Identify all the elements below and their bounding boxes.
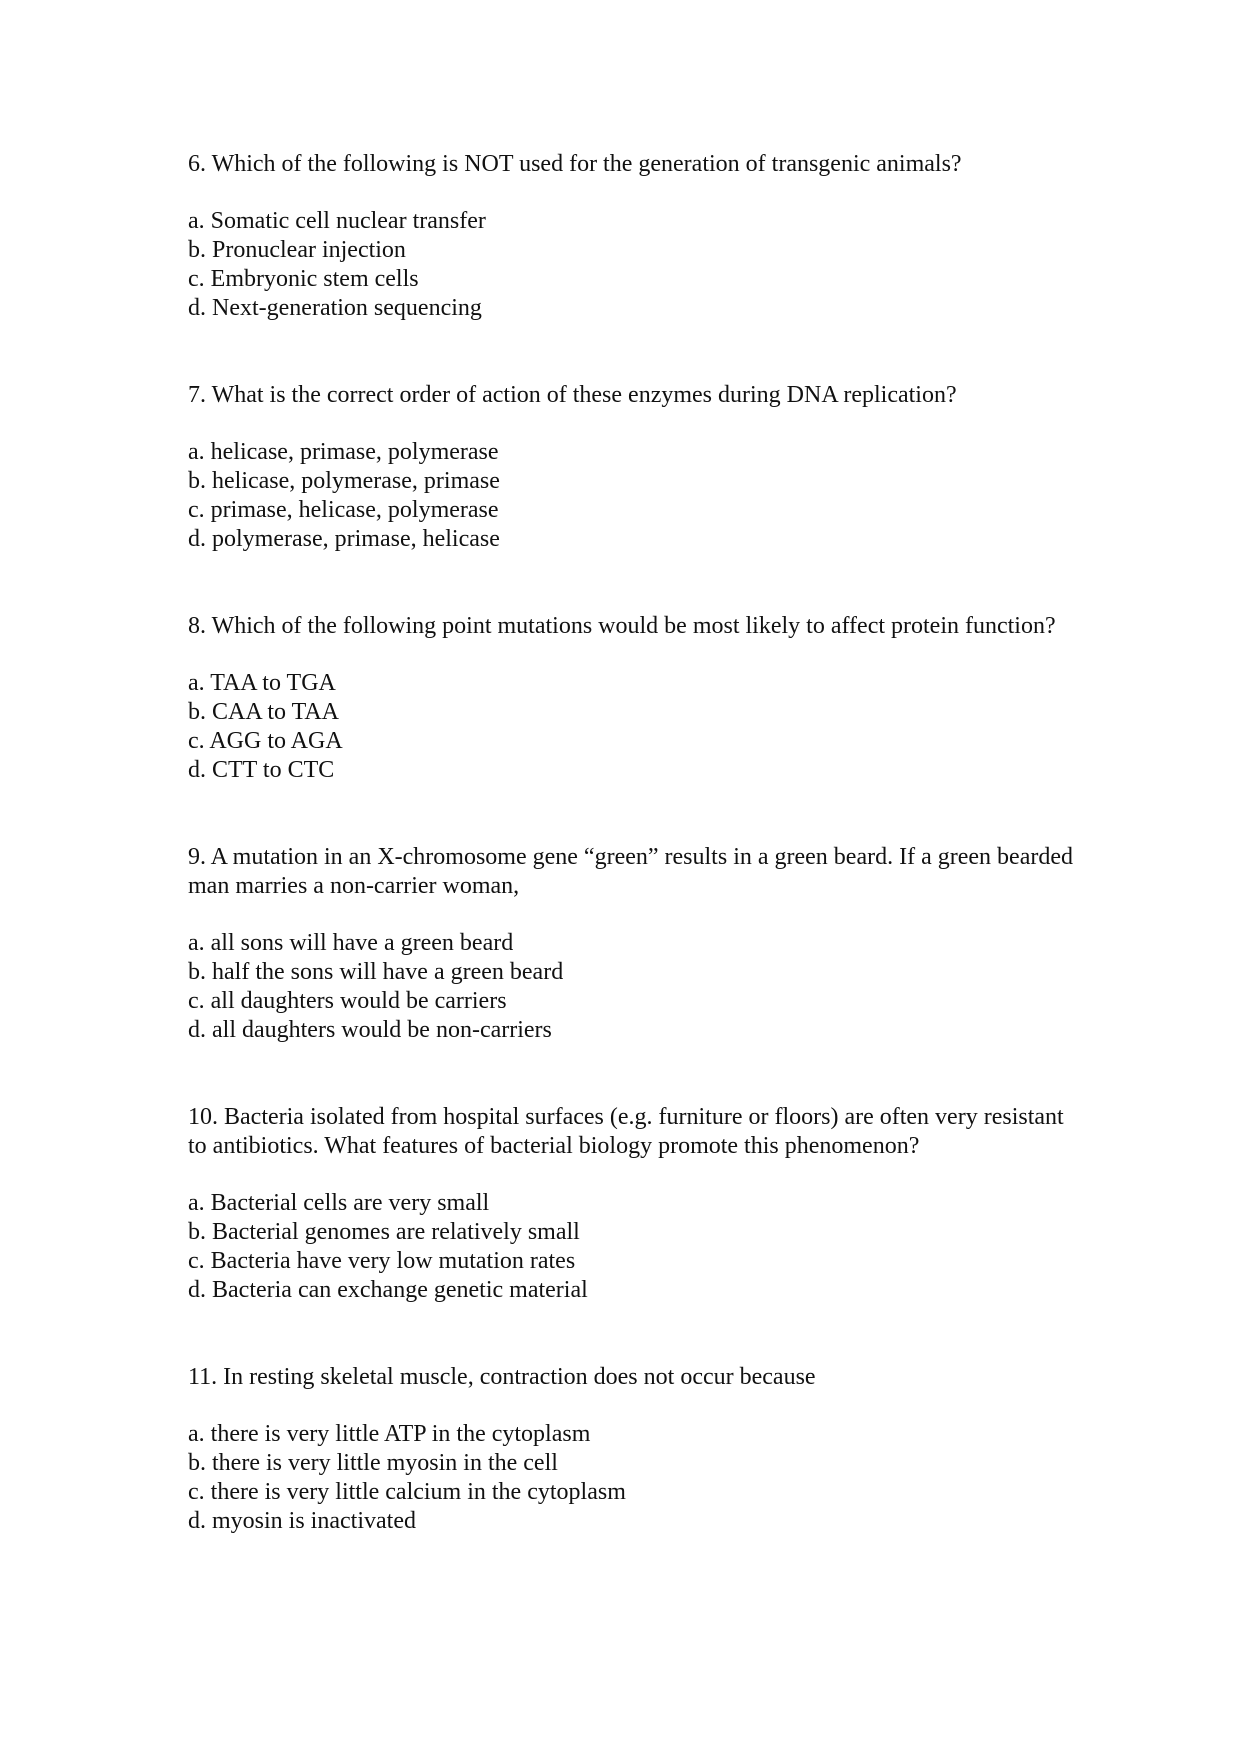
document-page (188, 150, 1088, 1594)
question-10 (188, 1103, 1088, 1305)
question-text: 10. Bacteria isolated from hospital surfaces (e.g. furniture or floors) are often very resistant to antibiotics. What features of bacterial biology promote this phenomenon? (188, 1104, 1064, 1159)
option-d: d. Next-generation sequencing (188, 295, 482, 321)
option-a: a. all sons will have a green beard (188, 930, 514, 956)
answer-options (188, 207, 1088, 323)
question-text: 8. Which of the following point mutations would be most likely to affect protein function? (188, 613, 1056, 639)
question-text: 9. A mutation in an X-chromosome gene “green” results in a green beard. If a green bearded man marries a non-carrier woman, (188, 844, 1073, 899)
option-b: b. CAA to TAA (188, 699, 339, 725)
answer-options (188, 669, 1088, 785)
option-c: c. Embryonic stem cells (188, 266, 419, 292)
option-b: b. there is very little myosin in the cell (188, 1450, 558, 1476)
option-a: a. Bacterial cells are very small (188, 1190, 490, 1216)
question-text: 7. What is the correct order of action of these enzymes during DNA replication? (188, 382, 957, 408)
question-6 (188, 150, 1088, 323)
answer-options (188, 1420, 1088, 1536)
question-11 (188, 1363, 1088, 1536)
option-c: c. there is very little calcium in the cytoplasm (188, 1479, 626, 1505)
option-a: a. helicase, primase, polymerase (188, 439, 499, 465)
option-b: b. Pronuclear injection (188, 237, 406, 263)
option-c: c. Bacteria have very low mutation rates (188, 1248, 576, 1274)
option-d: d. Bacteria can exchange genetic material (188, 1277, 588, 1303)
option-b: b. Bacterial genomes are relatively small (188, 1219, 580, 1245)
question-7 (188, 381, 1088, 554)
answer-options (188, 929, 1088, 1045)
question-text: 6. Which of the following is NOT used for the generation of transgenic animals? (188, 151, 962, 177)
question-9 (188, 843, 1088, 1045)
option-a: a. Somatic cell nuclear transfer (188, 208, 486, 234)
question-text: 11. In resting skeletal muscle, contraction does not occur because (188, 1364, 816, 1390)
option-a: a. there is very little ATP in the cytoplasm (188, 1421, 591, 1447)
answer-options (188, 1189, 1088, 1305)
option-d: d. CTT to CTC (188, 757, 335, 783)
option-b: b. half the sons will have a green beard (188, 959, 564, 985)
option-c: c. all daughters would be carriers (188, 988, 507, 1014)
option-d: d. all daughters would be non-carriers (188, 1017, 552, 1043)
option-c: c. primase, helicase, polymerase (188, 497, 499, 523)
option-c: c. AGG to AGA (188, 728, 343, 754)
option-d: d. polymerase, primase, helicase (188, 526, 500, 552)
question-8 (188, 612, 1088, 785)
option-d: d. myosin is inactivated (188, 1508, 416, 1534)
answer-options (188, 438, 1088, 554)
option-b: b. helicase, polymerase, primase (188, 468, 500, 494)
option-a: a. TAA to TGA (188, 670, 336, 696)
